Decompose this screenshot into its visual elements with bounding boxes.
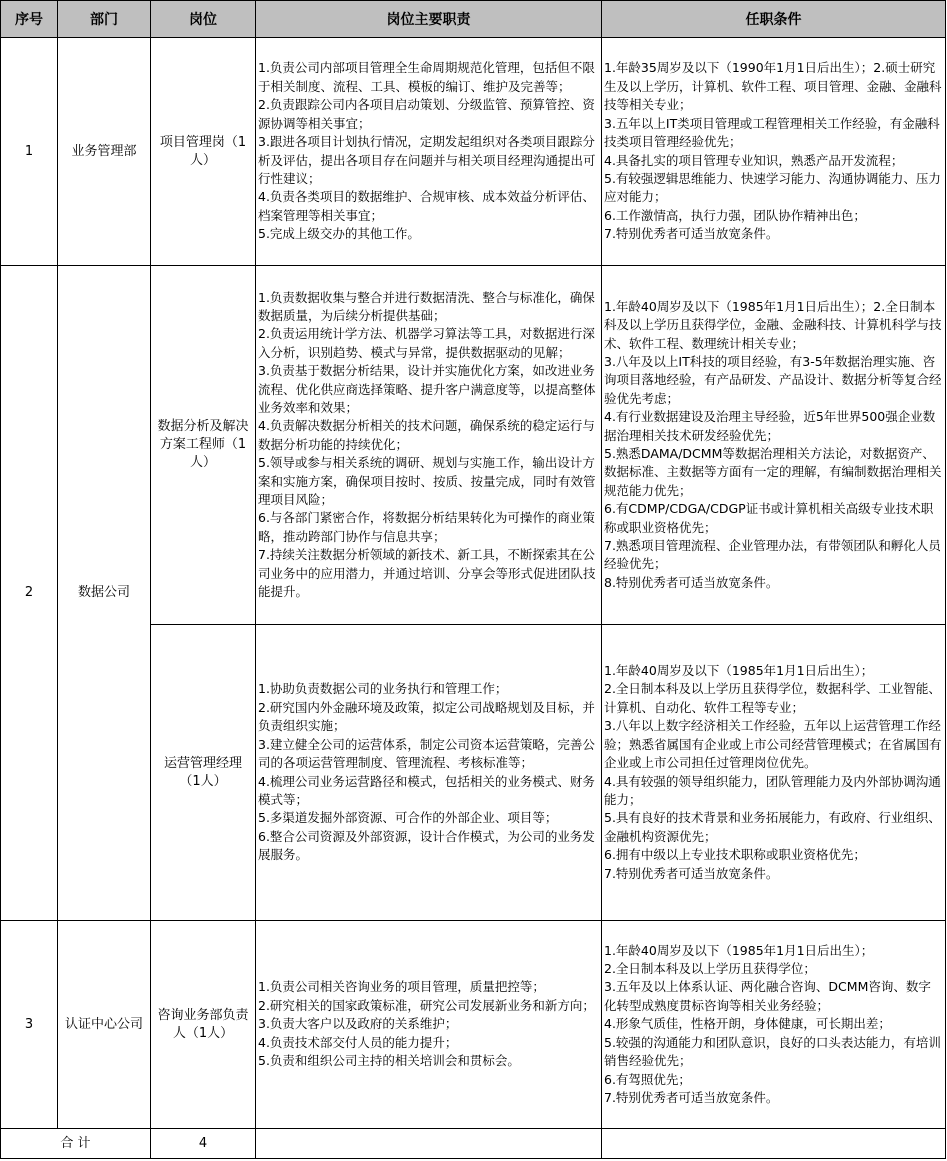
duty-item: 5.领导或参与相关系统的调研、规划与实施工作，输出设计方案和实施方案，确保项目按时、按质、按量完成，同时有效管理项目风险；: [258, 455, 596, 508]
row-seq: 1: [1, 38, 58, 266]
duty-item: 4.负责各类项目的数据维护、合规审核、成本效益分析评估、档案管理等相关事宜；: [258, 189, 595, 223]
row-requirements: [602, 625, 946, 921]
duty-item: 5.完成上级交办的其他工作。: [258, 226, 420, 242]
duty-item: 1.协助负责数据公司的业务执行和管理工作；: [258, 681, 508, 697]
duty-item: 1.负责公司相关咨询业务的项目管理，质量把控等；: [258, 979, 545, 995]
header-requirements: 任职条件: [602, 1, 946, 38]
duty-item: 2.负责跟踪公司内各项目启动策划、分级监管、预算管控、资源协调等相关事宜；: [258, 97, 595, 131]
requirement-item: 4.具备扎实的项目管理专业知识，熟悉产品开发流程；: [604, 152, 904, 168]
requirement-item: 7.特别优秀者可适当放宽条件。: [604, 1089, 779, 1105]
row-duties: [256, 625, 602, 921]
row-seq: 2: [1, 266, 58, 921]
requirement-item: 6.工作激情高，执行力强，团队协作精神出色；: [604, 207, 866, 223]
duty-item: 1.负责数据收集与整合并进行数据清洗、整合与标准化，确保数据质量，为后续分析提供基础；: [258, 289, 595, 323]
requirement-item: 8.特别优秀者可适当放宽条件。: [604, 574, 779, 590]
duty-item: 3.跟进各项目计划执行情况，定期发起组织对各类项目跟踪分析及评估，提出各项目存在问题并与相关项目经理沟通提出可行性建议；: [258, 134, 596, 186]
duty-item: 2.研究相关的国家政策标准，研究公司发展新业务和新方向；: [258, 997, 595, 1013]
total-label: 合 计: [1, 1129, 151, 1159]
requirement-item: 3.八年及以上IT科技的项目经验，有3-5年数据治理实施、咨询项目落地经验，有产品研发、产品设计、数据分析等复合经验优先考虑；: [604, 353, 942, 406]
requirement-item: 1.年龄40周岁及以下（1985年1月1日后出生）；: [604, 663, 874, 679]
requirement-item: 1.年龄40周岁及以下（1985年1月1日后出生）；: [604, 942, 874, 958]
duty-item: 6.整合公司资源及外部资源，设计合作模式，为公司的业务发展服务。: [258, 828, 595, 863]
row-position: 咨询业务部负责人（1人）: [151, 921, 256, 1129]
requirement-item: 4.形象气质佳，性格开朗，身体健康，可长期出差；: [604, 1016, 891, 1032]
row-duties: [256, 921, 602, 1129]
row-duties: [256, 266, 602, 625]
duty-item: 1.负责公司内部项目管理全生命周期规范化管理，包括但不限于相关制度、流程、工具、模板的编订、维护及完善等；: [258, 60, 595, 94]
requirement-item: 2.全日制本科及以上学历且获得学位，数据科学、工业智能、计算机、自动化、软件工程等专业；: [604, 681, 941, 715]
requirement-item: 1.年龄35周岁及以下（1990年1月1日后出生）；2.硕士研究生及以上学历，计算机、软件工程、项目管理、金融、金融科技等相关专业；: [604, 60, 942, 113]
row-dept: 业务管理部: [58, 38, 151, 266]
requirement-item: 4.具有较强的领导组织能力，团队管理能力及内外部协调沟通能力；: [604, 773, 941, 807]
row-requirements: [602, 921, 946, 1129]
row-position: 数据分析及解决方案工程师（1人）: [151, 266, 256, 625]
duty-item: 4.梳理公司业务运营路径和模式，包括相关的业务模式、财务模式等；: [258, 773, 595, 807]
table-row: [1, 921, 946, 1129]
header-seq: 序号: [1, 1, 58, 38]
row-position: 运营管理经理（1人）: [151, 625, 256, 921]
duty-item: 7.持续关注数据分析领域的新技术、新工具，不断探索其在公司业务中的应用潜力，并通过培训、分享会等形式促进团队技能提升。: [258, 547, 596, 600]
total-requirements-empty: [602, 1129, 946, 1159]
requirement-item: 7.特别优秀者可适当放宽条件。: [604, 865, 779, 881]
requirement-item: 5.具有良好的技术背景和业务拓展能力，有政府、行业组织、金融机构资源优先；: [604, 810, 941, 844]
duty-item: 4.负责技术部交付人员的能力提升；: [258, 1034, 458, 1050]
duty-item: 3.建立健全公司的运营体系，制定公司资本运营策略，完善公司的各项运营管理制度、管理流程、考核标准等；: [258, 736, 595, 771]
duty-item: 3.负责大客户以及政府的关系维护；: [258, 1016, 458, 1032]
requirement-item: 7.特别优秀者可适当放宽条件。: [604, 226, 779, 242]
requirement-item: 3.五年及以上体系认证、两化融合咨询、DCMM咨询、数字化转型成熟度贯标咨询等相关业务经验；: [604, 979, 931, 1013]
duty-item: 5.多渠道发掘外部资源、可合作的外部企业、项目等；: [258, 810, 558, 826]
requirement-item: 6.有驾照优先；: [604, 1071, 691, 1087]
row-dept: 认证中心公司: [58, 921, 151, 1129]
row-position: 项目管理岗（1人）: [151, 38, 256, 266]
duty-item: 3.负责基于数据分析结果，设计并实施优化方案，如改进业务流程、优化供应商选择策略、提升客户满意度等，以提高整体业务效率和效果；: [258, 363, 596, 415]
total-row: [1, 1129, 946, 1159]
duty-item: 5.负责和组织公司主持的相关培训会和贯标会。: [258, 1053, 520, 1069]
header-duties: 岗位主要职责: [256, 1, 602, 38]
table-row: [1, 38, 946, 266]
row-dept: 数据公司: [58, 266, 151, 921]
table-row: [1, 266, 946, 625]
requirement-item: 3.五年以上IT类项目管理或工程管理相关工作经验，有金融科技类项目管理经验优先；: [604, 115, 940, 150]
row-requirements: [602, 38, 946, 266]
requirement-item: 4.有行业数据建设及治理主导经验，近5年世界500强企业数据治理相关技术研发经验优先；: [604, 409, 936, 443]
total-count: 4: [151, 1129, 256, 1159]
row-duties: [256, 38, 602, 266]
requirement-item: 3.八年以上数字经济相关工作经验，五年以上运营管理工作经验；熟悉省属国有企业或上市公司经营管理模式；在省属国有企业或上市公司担任过管理岗位优先。: [604, 718, 942, 771]
header-position: 岗位: [151, 1, 256, 38]
requirement-item: 6.拥有中级以上专业技术职称或职业资格优先；: [604, 847, 866, 863]
table-header-row: [1, 1, 946, 38]
duty-item: 2.负责运用统计学方法、机器学习算法等工具，对数据进行深入分析，识别趋势、模式与异常，提供数据驱动的见解；: [258, 326, 595, 360]
duty-item: 6.与各部门紧密合作，将数据分析结果转化为可操作的商业策略，推动跨部门协作与信息共享；: [258, 510, 595, 544]
duty-item: 4.负责解决数据分析相关的技术问题，确保系统的稳定运行与数据分析功能的持续优化；: [258, 418, 595, 452]
requirement-item: 5.熟悉DAMA/DCMM等数据治理相关方法论，对数据资产、数据标准、主数据等方面有一定的理解，有编制数据治理相关规范能力优先；: [604, 446, 942, 498]
row-requirements: [602, 266, 946, 625]
row-seq: 3: [1, 921, 58, 1129]
requirement-item: 5.较强的沟通能力和团队意识，良好的口头表达能力，有培训销售经验优先；: [604, 1034, 941, 1069]
requirement-item: 2.全日制本科及以上学历且获得学位；: [604, 961, 816, 977]
requirement-item: 1.年龄40周岁及以下（1985年1月1日后出生）；2.全日制本科及以上学历且获得学位，金融、金融科技、计算机科学与技术、软件工程、数理统计相关专业；: [604, 298, 942, 351]
requirement-item: 7.熟悉项目管理流程、企业管理办法，有带领团队和孵化人员经验优先；: [604, 538, 941, 572]
header-dept: 部门: [58, 1, 151, 38]
total-duties-empty: [256, 1129, 602, 1159]
duty-item: 2.研究国内外金融环境及政策，拟定公司战略规划及目标，并负责组织实施；: [258, 699, 595, 734]
requirement-item: 5.有较强逻辑思维能力、快速学习能力、沟通协调能力、压力应对能力；: [604, 170, 941, 205]
requirement-item: 6.有CDMP/CDGA/CDGP证书或计算机相关高级专业技术职称或职业资格优先；: [604, 501, 934, 535]
